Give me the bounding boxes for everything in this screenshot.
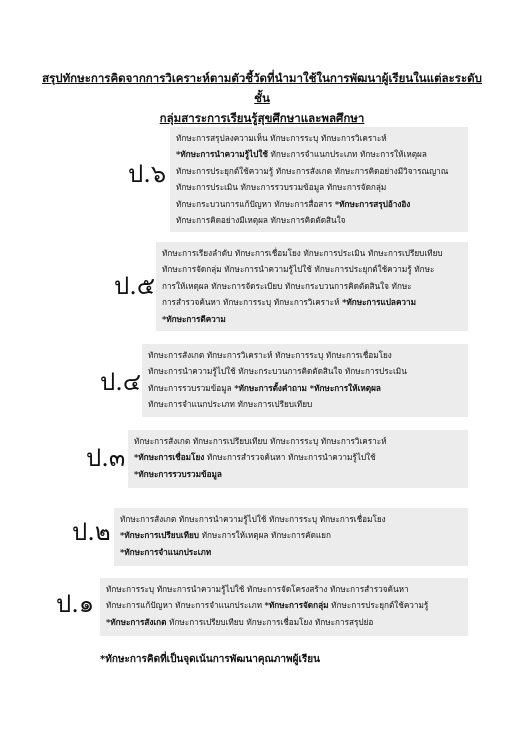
skills-line <box>176 146 462 162</box>
skill-text: ทักษะการจำแนกประเภท ทักษะการเปรียบเทียบ <box>148 399 313 410</box>
skills-line <box>162 294 462 310</box>
skills-box-p4 <box>142 344 468 417</box>
skills-line <box>120 511 462 527</box>
title-line-1: สรุปทักษะการคิดจากการวิเคราะห์ตามตัวชี้วัดที่นำมาใช้ในการพัฒนาผู้เรียนในแต่ละระดับชั้น <box>42 71 482 105</box>
focus-skill-text: *ทักษะการจำแนกประเภท <box>120 546 212 557</box>
focus-skill-text: *ทักษะการสังเกต <box>106 616 167 627</box>
skill-text: ทักษะการให้เหตุผล ทักษะการคัดแยก <box>198 530 331 541</box>
skill-text: การสำรวจค้นหา ทักษะการระบุ ทักษะการวิเคราะห์ <box>162 297 343 308</box>
skill-text: ทักษะการสังเกต ทักษะการวิเคราะห์ ทักษะการระบุ ทักษะการเชื่อมโยง <box>148 350 392 360</box>
focus-skill-text: *ทักษะการตีความ <box>162 313 226 324</box>
skill-text: ทักษะการสรุปลงความเห็น ทักษะการระบุ ทักษะการวิเคราะห์ <box>176 133 387 143</box>
skills-line <box>148 396 462 412</box>
skills-line <box>176 212 462 228</box>
grade-label-p2: ป.๒ <box>72 518 111 546</box>
skills-line <box>148 347 462 363</box>
skills-line <box>176 163 462 179</box>
skill-text: ทักษะการเปรียบเทียบ ทักษะการเชื่อมโยง ทักษะการสรุปย่อ <box>166 616 374 627</box>
grade-label-p5: ป.๕ <box>114 272 156 300</box>
skills-line <box>120 544 462 560</box>
focus-skill-text: *ทักษะการจัดกลุ่ม <box>264 600 329 611</box>
skill-text: ทักษะการแก้ปัญหา ทักษะการจำแนกประเภท <box>106 600 265 611</box>
grade-label-p6: ป.๖ <box>128 160 167 188</box>
skill-text: ทักษะการนำความรู้ไปใช้ ทักษะกระบวนการคิดตัดสินใจ ทักษะการประเมิน <box>148 366 407 377</box>
focus-skill-text: *ทักษะการเชื่อมโยง <box>134 452 205 463</box>
focus-skill-text: *ทักษะการเปรียบเทียบ <box>120 530 199 541</box>
skills-line <box>106 597 462 613</box>
skill-text: ทักษะการประยุกต์ใช้ความรู้ ทักษะการสังเกต ทักษะการคิดอย่างมีวิจารณญาณ <box>176 165 449 176</box>
skills-line <box>134 466 462 482</box>
skill-text: ทักษะการประยุกต์ใช้ความรู้ <box>328 600 429 611</box>
skill-text: ทักษะการสำรวจค้นหา ทักษะการนำความรู้ไปใช้ <box>204 452 376 463</box>
skill-text: ทักษะการจัดกลุ่ม ทักษะการนำความรู้ไปใช้ ทักษะการประยุกต์ใช้ความรู้ ทักษะ <box>162 264 435 275</box>
skills-box-p6 <box>170 127 468 232</box>
skills-box-p3 <box>128 430 468 488</box>
skills-box-p2 <box>114 508 468 566</box>
skill-text: ทักษะการรวบรวมข้อมูล <box>148 382 235 393</box>
skill-text: ทักษะการคิดอย่างมีเหตุผล ทักษะการคิดตัดสินใจ <box>176 215 346 226</box>
skills-line <box>134 433 462 449</box>
skill-text: ทักษะการสังเกต ทักษะการเปรียบเทียบ ทักษะการระบุ ทักษะการวิเคราะห์ <box>134 436 387 446</box>
grade-label-p3: ป.๓ <box>86 444 126 472</box>
focus-skill-text: *ทักษะการตั้งคำถาม *ทักษะการให้เหตุผล <box>234 382 381 393</box>
skills-box-p1 <box>100 578 468 636</box>
skills-box-p5 <box>156 242 468 331</box>
skill-text: การให้เหตุผล ทักษะการจัดระเบียบ ทักษะกระบวนการคิดตัดสินใจ ทักษะ <box>162 280 412 291</box>
skills-line <box>176 196 462 212</box>
focus-skill-text: *ทักษะการรวบรวมข้อมูล <box>134 468 222 479</box>
focus-skill-text: *ทักษะการนำความรู้ไปใช้ <box>176 149 268 160</box>
skills-line <box>106 614 462 630</box>
focus-skill-text: *ทักษะการสรุปอ้างอิง <box>334 198 411 209</box>
skills-line <box>162 261 462 277</box>
skill-text: ทักษะการเรียงลำดับ ทักษะการเชื่อมโยง ทักษะการประเมิน ทักษะการเปรียบเทียบ <box>162 248 443 258</box>
skills-line <box>106 581 462 597</box>
skill-text: ทักษะการสังเกต ทักษะการนำความรู้ไปใช้ ทักษะการระบุ ทักษะการเชื่อมโยง <box>120 514 386 524</box>
title-line-2: กลุ่มสาระการเรียนรู้สุขศึกษาและพลศึกษา <box>159 111 365 125</box>
page-title <box>40 68 484 128</box>
skills-line <box>162 245 462 261</box>
skills-line <box>120 527 462 543</box>
grade-label-p1: ป.๑ <box>56 590 95 618</box>
grade-label-p4: ป.๔ <box>100 368 142 396</box>
skills-line <box>162 278 462 294</box>
skill-text: ทักษะการระบุ ทักษะการนำความรู้ไปใช้ ทักษะการจัดโครงสร้าง ทักษะการสำรวจค้นหา <box>106 584 409 594</box>
skills-line <box>134 449 462 465</box>
skill-text: ทักษะการประเมิน ทักษะการรวบรวมข้อมูล ทักษะการจัดกลุ่ม <box>176 182 387 193</box>
skills-line <box>148 363 462 379</box>
skill-text: ทักษะกระบวนการแก้ปัญหา ทักษะการสื่อสาร <box>176 198 335 209</box>
skills-line <box>148 380 462 396</box>
skills-line <box>176 130 462 146</box>
skill-text: ทักษะการจำแนกประเภท ทักษะการให้เหตุผล <box>267 149 427 160</box>
focus-skill-text: *ทักษะการแปลความ <box>342 297 417 308</box>
skills-line <box>176 179 462 195</box>
footnote: *ทักษะการคิดที่เป็นจุดเน้นการพัฒนาคุณภาพผู้เรียน <box>100 654 320 665</box>
skills-line <box>162 311 462 327</box>
